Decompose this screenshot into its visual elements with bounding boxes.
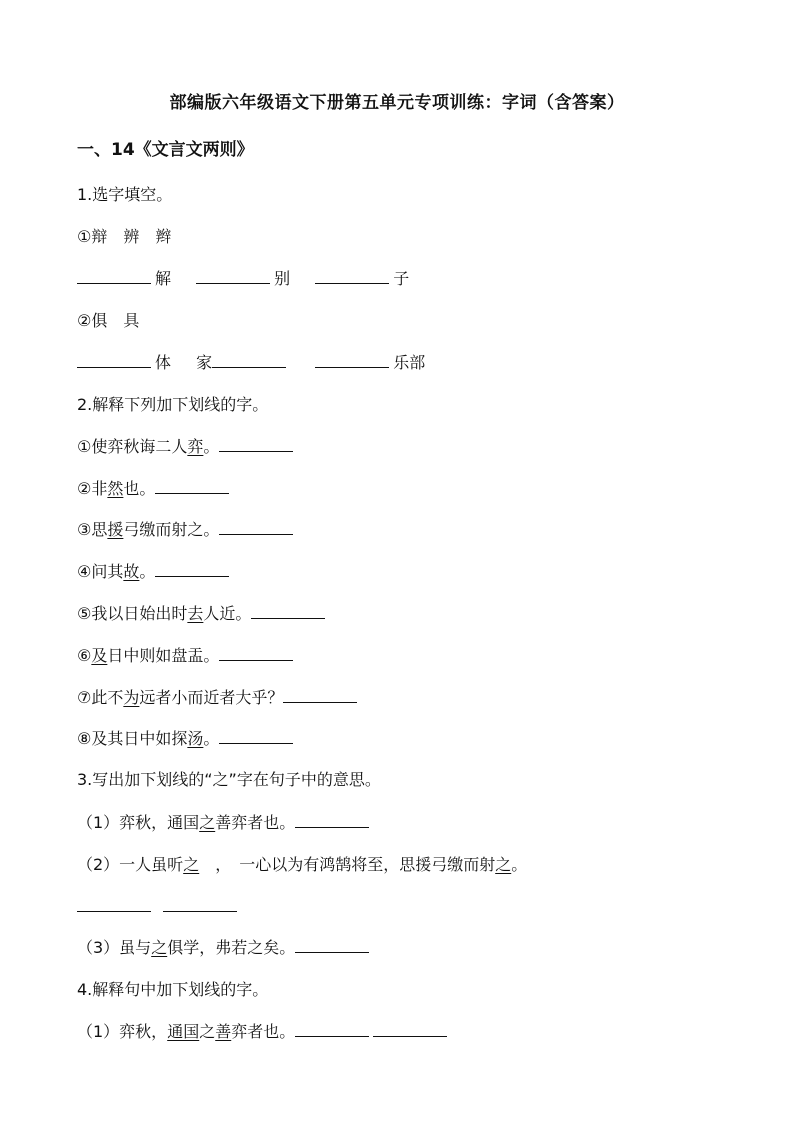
blank-suffix: 解 bbox=[155, 269, 172, 288]
q2-item: ②非然也。 bbox=[77, 478, 233, 500]
answer-blank[interactable] bbox=[77, 896, 151, 912]
q2-heading: 2.解释下列加下划线的字。 bbox=[77, 395, 269, 414]
answer-blank[interactable] bbox=[315, 352, 389, 368]
q2-item: ⑥及日中则如盘盂。 bbox=[77, 645, 297, 667]
answer-blank[interactable] bbox=[219, 519, 293, 535]
answer-blank[interactable] bbox=[283, 687, 357, 703]
section-heading: 一、14《文言文两则》 bbox=[77, 140, 254, 160]
answer-blank[interactable] bbox=[295, 812, 369, 828]
answer-blank[interactable] bbox=[155, 561, 229, 577]
blank-suffix: 乐部 bbox=[393, 353, 426, 372]
answer-blank[interactable] bbox=[77, 268, 151, 284]
q1-group1-options: ①辩 辨 辫 bbox=[77, 227, 172, 246]
q3-sentence-3: （3）虽与之俱学，弗若之矣。 bbox=[77, 937, 373, 959]
q2-item: ⑧及其日中如探汤。 bbox=[77, 728, 297, 750]
q2-item: ④问其故。 bbox=[77, 561, 233, 583]
answer-blank[interactable] bbox=[212, 352, 286, 368]
q4-heading: 4.解释句中加下划线的字。 bbox=[77, 980, 269, 999]
blank-suffix: 子 bbox=[393, 269, 410, 288]
q3-sentence-2: （2）一人虽听之 ， 一心以为有鸿鹄将至，思援弓缴而射之。 bbox=[77, 855, 528, 874]
q1-group1-blanks bbox=[77, 268, 409, 290]
answer-blank[interactable] bbox=[373, 1021, 447, 1037]
q1-group2-options: ②俱 具 bbox=[77, 311, 140, 330]
blank-prefix: 家 bbox=[196, 353, 213, 372]
answer-blank[interactable] bbox=[295, 1021, 369, 1037]
answer-blank[interactable] bbox=[219, 645, 293, 661]
answer-blank[interactable] bbox=[315, 268, 389, 284]
page-title: 部编版六年级语文下册第五单元专项训练：字词（含答案） bbox=[169, 93, 625, 113]
q3-sentence-2-blanks bbox=[77, 896, 241, 918]
answer-blank[interactable] bbox=[77, 352, 151, 368]
q3-heading: 3.写出加下划线的“之”字在句子中的意思。 bbox=[77, 770, 381, 789]
answer-blank[interactable] bbox=[219, 728, 293, 744]
answer-blank[interactable] bbox=[295, 937, 369, 953]
q2-item: ①使弈秋诲二人弈。 bbox=[77, 436, 297, 458]
answer-blank[interactable] bbox=[163, 896, 237, 912]
blank-suffix: 别 bbox=[274, 269, 291, 288]
q2-item: ③思援弓缴而射之。 bbox=[77, 519, 297, 541]
q3-sentence-1: （1）弈秋，通国之善弈者也。 bbox=[77, 812, 373, 834]
blank-suffix: 体 bbox=[155, 353, 172, 372]
answer-blank[interactable] bbox=[155, 478, 229, 494]
q2-item: ⑤我以日始出时去人近。 bbox=[77, 603, 329, 625]
answer-blank[interactable] bbox=[251, 603, 325, 619]
q1-group2-blanks bbox=[77, 352, 425, 374]
q4-sentence-1: （1）弈秋，通国之善弈者也。 bbox=[77, 1021, 451, 1043]
q1-heading: 1.选字填空。 bbox=[77, 185, 173, 204]
answer-blank[interactable] bbox=[196, 268, 270, 284]
answer-blank[interactable] bbox=[219, 436, 293, 452]
q2-item: ⑦此不为远者小而近者大乎？ bbox=[77, 687, 361, 709]
